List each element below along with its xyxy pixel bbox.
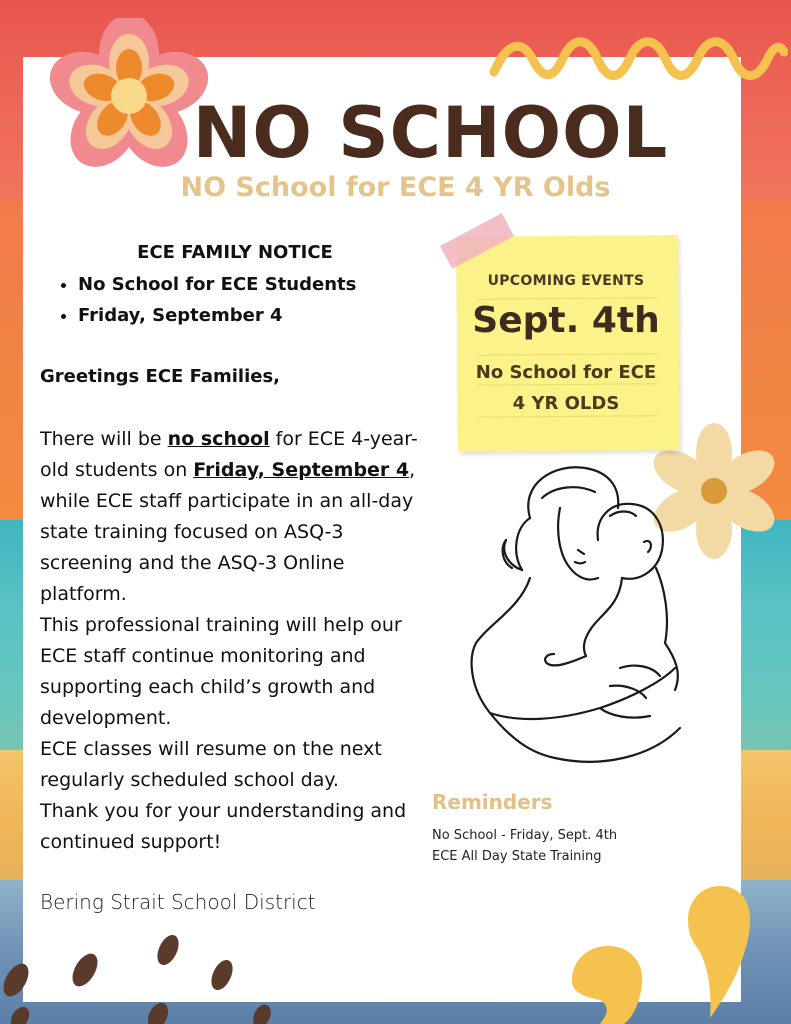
note-rule xyxy=(478,415,658,418)
upcoming-events-note xyxy=(456,235,680,452)
upcoming-label: UPCOMING EVENTS xyxy=(487,273,645,289)
squiggle-icon xyxy=(488,30,788,90)
yellow-drops-icon xyxy=(560,880,760,1024)
reminders-title: Reminders xyxy=(432,790,553,814)
body-text xyxy=(40,424,435,858)
notice-list xyxy=(78,269,430,331)
district-name: Bering Strait School District xyxy=(40,890,316,914)
notice-bullet: • No School for ECE Students xyxy=(78,269,430,300)
notice-heading: ECE FAMILY NOTICE xyxy=(137,242,333,263)
mother-child-illustration xyxy=(460,458,700,778)
reminder-item: No School - Friday, Sept. 4th xyxy=(432,828,618,843)
brown-dots-icon xyxy=(0,930,280,1024)
note-rule xyxy=(477,353,657,356)
body-p4: Thank you for your understanding and continued support! xyxy=(40,800,407,853)
page-subtitle: NO School for ECE 4 YR Olds xyxy=(180,172,611,203)
body-p1-c: , while ECE staff participate in an all-day state training focused on ASQ-3 screening and the ASQ-3 Online platform. xyxy=(40,459,416,605)
body-p3: ECE classes will resume on the next regularly scheduled school day. xyxy=(40,738,382,791)
body-p1-a: There will be xyxy=(40,428,168,450)
upcoming-line2: 4 YR OLDS xyxy=(512,393,620,414)
body-p2: This professional training will help our ECE staff continue monitoring and supporting each child’s growth and development. xyxy=(40,614,402,729)
greeting: Greetings ECE Families, xyxy=(40,366,281,387)
note-rule xyxy=(477,383,657,386)
family-notice xyxy=(40,242,430,331)
page-title: NO SCHOOL xyxy=(192,92,669,174)
body-p1-b: for ECE 4-year-old students on xyxy=(40,428,418,481)
upcoming-line1: No School for ECE xyxy=(475,362,657,383)
upcoming-date: Sept. 4th xyxy=(472,300,660,341)
notice-bullet: • Friday, September 4 xyxy=(78,300,430,331)
body-date: Friday, September 4 xyxy=(193,459,410,481)
body-no-school: no school xyxy=(167,428,270,450)
reminder-item: ECE All Day State Training xyxy=(432,849,602,864)
